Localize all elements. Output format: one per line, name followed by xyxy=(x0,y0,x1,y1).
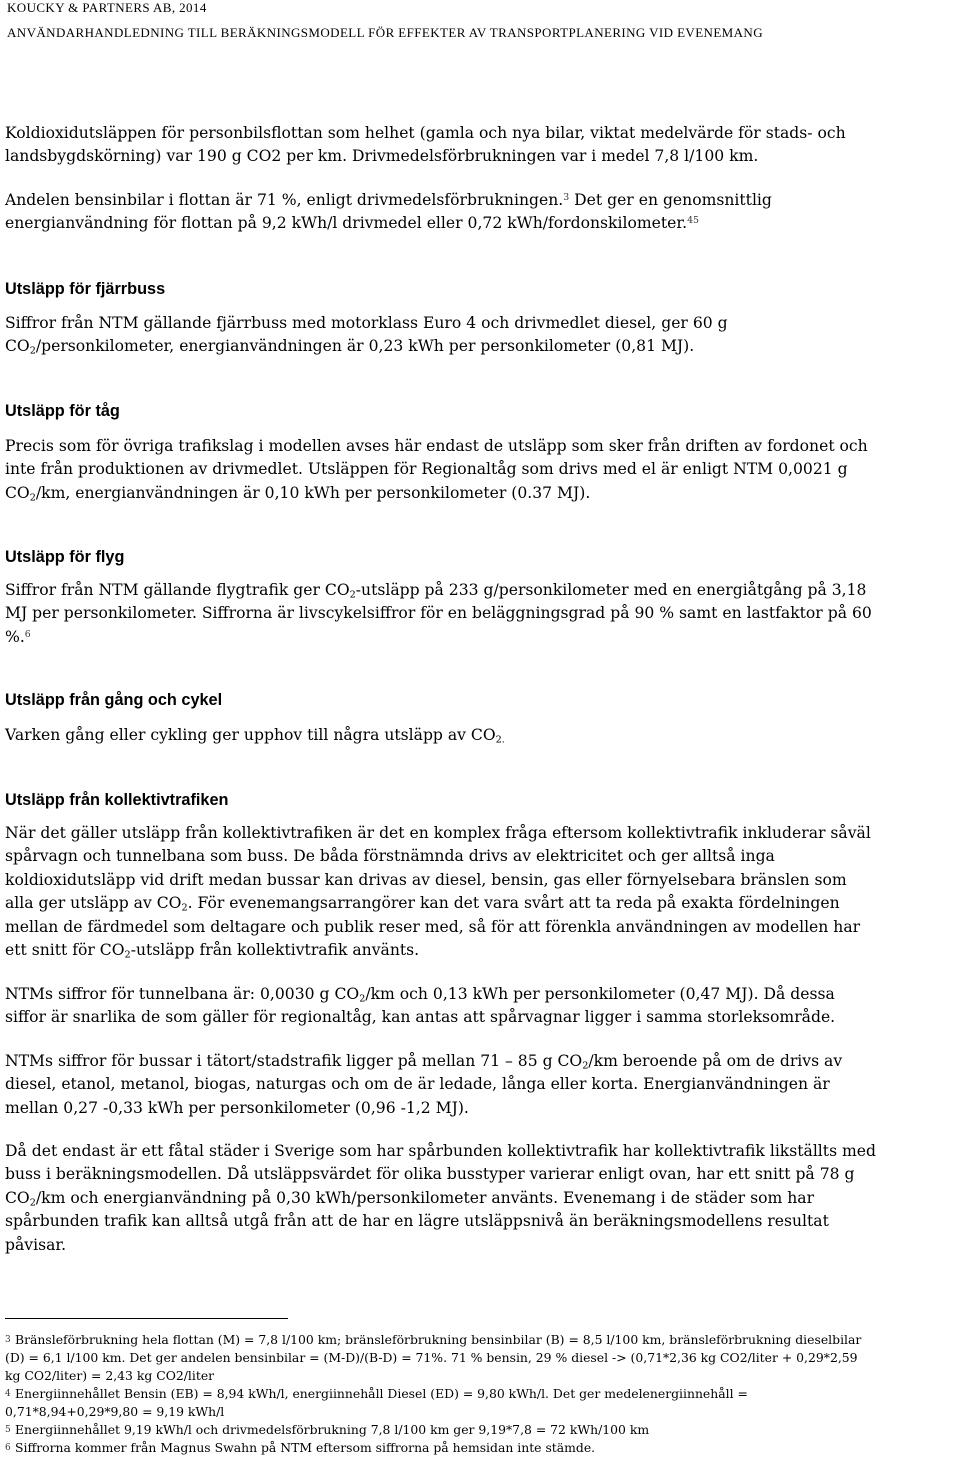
text-run: /km och 0,13 kWh per personkilometer (0,47 MJ). Då dessa xyxy=(365,985,835,1003)
text-run: . För evenemangsarrangörer kan det vara svårt att ta reda på exakta fördelningen xyxy=(187,894,840,913)
section-heading-tag: Utsläpp för tåg xyxy=(5,402,120,420)
section-heading-fjarrbuss: Utsläpp för fjärrbuss xyxy=(5,280,166,298)
co2-subscript: 2 xyxy=(29,1197,36,1209)
text-line xyxy=(5,939,955,962)
text-line: spårvagn och tunnelbana som buss. De båda förstnämnda drivs av elektricitet och ger alltså inga xyxy=(5,847,775,866)
text-line: MJ per personkilometer. Siffrorna är livscykelsiffror för en beläggningsgrad på 90 % samt en lastfaktor på 60 xyxy=(5,604,872,623)
text-run: NTMs siffror för bussar i tätort/stadstrafik ligger på mellan 71 – 85 g CO xyxy=(5,1052,583,1070)
text-line xyxy=(5,626,955,649)
text-run: Siffror från NTM gällande flygtrafik ger CO xyxy=(5,581,350,599)
text-line xyxy=(5,335,955,358)
text-line: Då det endast är ett fåtal städer i Sverige som har spårbunden kollektivtrafik har kollektivtrafik likställts med xyxy=(5,1142,877,1160)
header-document-title: ANVÄNDARHANDLEDNING TILL BERÄKNINGSMODELL FÖR EFFEKTER AV TRANSPORTPLANERING VID EVENEMANG xyxy=(7,25,764,40)
co2-base: CO xyxy=(5,337,30,356)
text-run: %. xyxy=(5,627,25,646)
text-run: Bränsleförbrukning hela flottan (M) = 7,8 l/100 km; bränsleförbrukning bensinbilar (B) = 8,5 l/100 km, bränsleförbrukning dieselbilar xyxy=(15,1332,862,1347)
tag-paragraph xyxy=(5,435,955,505)
text-run: /km, energianvändningen är 0,10 kWh per personkilometer (0.37 MJ). xyxy=(35,483,591,502)
co2-subscript: 2 xyxy=(359,993,366,1005)
text-line: Koldioxidutsläppen för personbilsflottan som helhet (gamla och nya bilar, viktat medelvärde för stads- och xyxy=(5,124,846,142)
co2-subscript: 2 xyxy=(582,1060,589,1072)
text-line xyxy=(5,579,955,602)
fjarrbuss-paragraph xyxy=(5,312,955,359)
text-line: landsbygdskörning) var 190 g CO2 per km. Drivmedelsförbrukningen var i medel 7,8 l/100 km. xyxy=(5,147,759,166)
footnote-5 xyxy=(5,1421,955,1439)
text-line xyxy=(5,983,955,1006)
text-line: Precis som för övriga trafikslag i modellen avses här endast de utsläpp som sker från driften av fordonet och xyxy=(5,437,868,455)
text-run: -utsläpp på 233 g/personkilometer med en energiåtgång på 3,18 xyxy=(355,581,867,599)
kollektiv-paragraph-4 xyxy=(5,1140,955,1257)
text-line xyxy=(5,1385,955,1403)
text-line: inte från produktionen av drivmedlet. Utsläppen för Regionaltåg som drivs med el är enligt NTM 0,0021 g xyxy=(5,460,848,479)
footnote-number: 5 xyxy=(5,1425,11,1435)
text-run: /personkilometer, energianvändningen är 0,23 kWh per personkilometer (0,81 MJ). xyxy=(35,337,695,356)
footnote-3 xyxy=(5,1331,955,1386)
flyg-paragraph xyxy=(5,579,955,649)
text-line: kg CO2/liter) = 2,43 kg CO2/liter xyxy=(5,1368,215,1384)
text-run: Energiinnehållet Bensin (EB) = 8,94 kWh/l, energiinnehåll Diesel (ED) = 9,80 kWh/l. Det ger medelenergiinnehåll = xyxy=(15,1386,748,1401)
text-line: (D) = 6,1 l/100 km. Det ger andelen bensinbilar = (M-D)/(B-D) = 71%. 71 % bensin, 29 % diesel -> (0,71*2,36 kg CO2/liter + 0,29*2,59 xyxy=(5,1350,858,1366)
text-run: Siffrorna kommer från Magnus Swahn på NTM eftersom siffrorna på hemsidan inte stämde. xyxy=(15,1440,596,1455)
co2-subscript: 2 xyxy=(124,949,131,961)
text-run: /km och energianvändning på 0,30 kWh/personkilometer använts. Evenemang i de städer som har xyxy=(35,1188,815,1207)
text-run: alla ger utsläpp av CO xyxy=(5,894,182,913)
text-line: diesel, etanol, metanol, biogas, naturgas och om de är ledade, långa eller korta. Energianvändningen är xyxy=(5,1075,830,1094)
text-line: koldioxidutsläpp vid drift medan bussar kan drivas av diesel, bensin, gas eller förnyelsebara bränslen som xyxy=(5,870,847,889)
section-heading-gang-cykel: Utsläpp från gång och cykel xyxy=(5,691,223,709)
text-line: 0,71*8,94+0,29*9,80 = 9,19 kWh/l xyxy=(5,1404,225,1420)
text-line xyxy=(5,724,955,747)
text-line xyxy=(5,482,955,505)
text-line xyxy=(5,1187,955,1210)
kollektiv-paragraph-1 xyxy=(5,822,955,962)
text-line: mellan de färdmedel som deltagare och publik reser med, så för att förenkla användningen av modellen har xyxy=(5,917,861,936)
text-line xyxy=(5,189,955,212)
text-run: energianvändning för flottan på 9,2 kWh/l drivmedel eller 0,72 kWh/fordonskilometer. xyxy=(5,214,688,233)
footnote-ref: 45 xyxy=(687,215,699,227)
text-line: Siffror från NTM gällande fjärrbuss med motorklass Euro 4 och drivmedlet diesel, ger 60 g xyxy=(5,314,728,332)
kollektiv-paragraph-3 xyxy=(5,1050,955,1120)
text-line xyxy=(5,1050,955,1073)
footnote-separator xyxy=(5,1318,288,1319)
footnote-4 xyxy=(5,1385,955,1421)
co2-subscript: 2 xyxy=(349,589,356,601)
co2-subscript: 2 xyxy=(29,345,36,357)
footnote-number: 4 xyxy=(5,1389,11,1399)
text-line xyxy=(5,1331,955,1349)
footnote-6 xyxy=(5,1439,955,1457)
text-line: spårbunden trafik kan alltså utgå från att de har en lägre utsläppsnivå än beräkningsmodellens resultat xyxy=(5,1212,829,1231)
text-run: -utsläpp från kollektivtrafik använts. xyxy=(130,941,420,960)
text-run: Varken gång eller cykling ger upphov till några utsläpp av CO xyxy=(5,726,496,744)
footnote-number: 3 xyxy=(5,1335,11,1345)
text-run: Andelen bensinbilar i flottan är 71 %, enligt drivmedelsförbrukningen. xyxy=(5,191,564,209)
text-run: Energiinnehållet 9,19 kWh/l och drivmedelsförbrukning 7,8 l/100 km ger 9,19*7,8 = 72 kWh/100 km xyxy=(15,1422,650,1437)
intro-paragraph-1 xyxy=(5,122,955,169)
kollektiv-paragraph-2 xyxy=(5,983,955,1030)
text-line: När det gäller utsläpp från kollektivtrafiken är det en komplex fråga eftersom kollektivtrafik inkluderar såväl xyxy=(5,824,871,842)
section-heading-flyg: Utsläpp för flyg xyxy=(5,548,125,566)
co2-subscript: 2 xyxy=(29,492,36,504)
gang-cykel-paragraph xyxy=(5,724,955,747)
footnote-ref: 6 xyxy=(24,628,31,640)
text-run: /km beroende på om de drivs av xyxy=(588,1052,843,1070)
text-line: påvisar. xyxy=(5,1235,67,1254)
text-line xyxy=(5,1421,955,1439)
footnote-number: 6 xyxy=(5,1443,11,1453)
text-line: siffor är snarlika de som gäller för regionaltåg, kan antas att spårvagnar ligger i samma storleksområde. xyxy=(5,1008,836,1027)
intro-paragraph-2 xyxy=(5,189,955,236)
text-line xyxy=(5,1439,955,1457)
footnote-ref: 3 xyxy=(563,191,570,203)
text-run: NTMs siffror för tunnelbana är: 0,0030 g CO xyxy=(5,985,360,1003)
text-line: buss i beräkningsmodellen. Då utsläppsvärdet för olika busstyper varierar enligt ovan, har ett snitt på 78 g xyxy=(5,1165,855,1184)
text-run: Det ger en genomsnittlig xyxy=(569,191,772,209)
co2-subscript: 2. xyxy=(495,734,505,746)
section-heading-kollektivtrafiken: Utsläpp från kollektivtrafiken xyxy=(5,791,229,809)
co2-base: CO xyxy=(5,483,30,502)
text-line xyxy=(5,892,955,915)
header-company: KOUCKY & PARTNERS AB, 2014 xyxy=(7,0,207,15)
text-run: ett snitt för CO xyxy=(5,941,125,960)
co2-base: CO xyxy=(5,1188,30,1207)
text-line xyxy=(5,212,955,235)
text-line: mellan 0,27 -0,33 kWh per personkilometer (0,96 -1,2 MJ). xyxy=(5,1098,469,1117)
co2-subscript: 2 xyxy=(181,902,188,914)
